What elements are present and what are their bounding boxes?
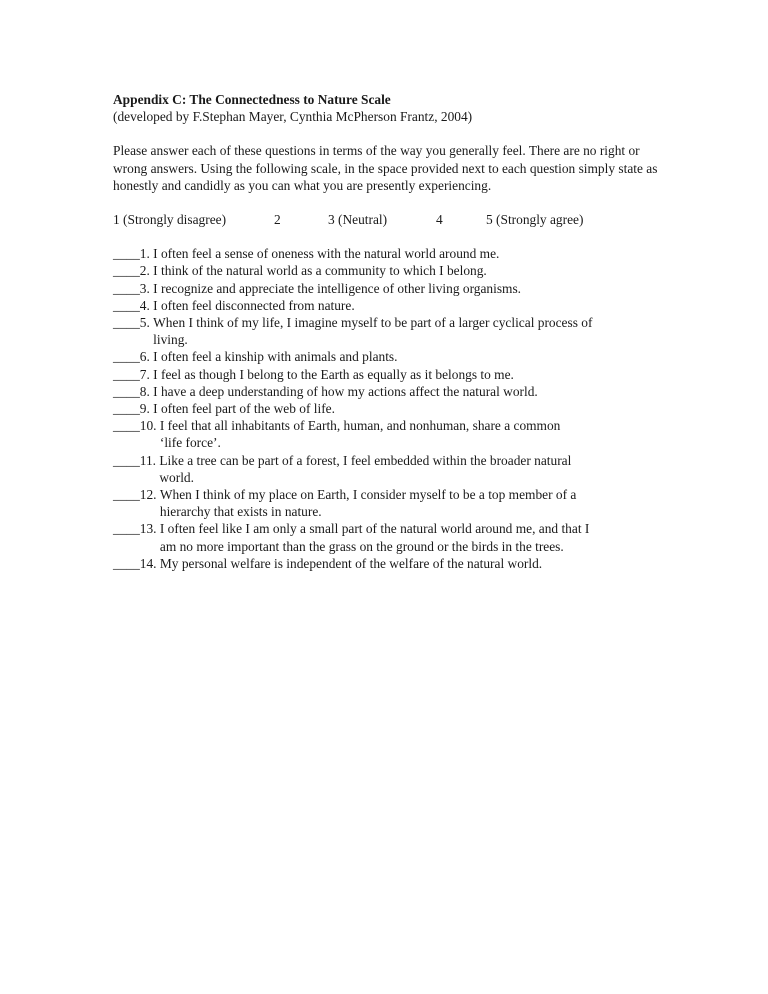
document-subtitle: (developed by F.Stephan Mayer, Cynthia McPherson Frantz, 2004) <box>113 109 473 125</box>
question-text: I often feel part of the web of life. <box>153 401 335 417</box>
question-text: I often feel disconnected from nature. <box>153 297 355 313</box>
question-number: 12. <box>139 487 160 503</box>
document-page <box>113 91 673 572</box>
question-item <box>113 245 673 262</box>
answer-blank[interactable]: ____ <box>113 383 140 399</box>
question-number: 13. <box>139 521 160 537</box>
question-number: 14. <box>139 555 160 571</box>
question-number: 8. <box>139 383 154 399</box>
answer-blank[interactable]: ____ <box>113 487 140 503</box>
question-item <box>113 348 673 365</box>
question-number: 2. <box>139 263 154 279</box>
answer-blank[interactable]: ____ <box>113 555 140 571</box>
question-item <box>113 486 673 520</box>
question-text: I have a deep understanding of how my actions affect the natural world. <box>153 383 538 399</box>
question-text: My personal welfare is independent of the welfare of the natural world. <box>159 555 543 571</box>
answer-blank[interactable]: ____ <box>113 246 140 262</box>
rating-scale <box>113 211 673 228</box>
answer-blank[interactable]: ____ <box>113 452 140 468</box>
question-text: I feel as though I belong to the Earth as equally as it belongs to me. <box>153 366 514 382</box>
question-text: When I think of my life, I imagine myself to be part of a larger cyclical process of living. <box>153 315 593 348</box>
question-number: 5. <box>139 315 154 331</box>
question-number: 1. <box>139 246 154 262</box>
question-text: I recognize and appreciate the intelligence of other living organisms. <box>153 280 522 296</box>
question-number: 3. <box>139 280 154 296</box>
scale-point-5: 5 (Strongly agree) <box>486 212 584 228</box>
question-number: 6. <box>139 349 154 365</box>
question-text: I often feel a kinship with animals and plants. <box>153 349 398 365</box>
answer-blank[interactable]: ____ <box>113 401 140 417</box>
answer-blank[interactable]: ____ <box>113 521 140 537</box>
answer-blank[interactable]: ____ <box>113 297 140 313</box>
answer-blank[interactable]: ____ <box>113 280 140 296</box>
scale-point-2: 2 <box>274 212 281 228</box>
question-number: 9. <box>139 401 154 417</box>
scale-point-3: 3 (Neutral) <box>328 212 388 228</box>
question-item <box>113 297 673 314</box>
answer-blank[interactable]: ____ <box>113 418 140 434</box>
question-text: I often feel like I am only a small part of the natural world around me, and that I am no more important than the grass on the ground or the birds in the trees. <box>159 521 590 554</box>
question-list <box>113 245 673 572</box>
question-text: Like a tree can be part of a forest, I feel embedded within the broader natural world. <box>159 452 572 485</box>
question-item <box>113 555 673 572</box>
question-item <box>113 280 673 297</box>
question-item <box>113 383 673 400</box>
instructions-paragraph: Please answer each of these questions in terms of the way you generally feel. There are no right or wrong answers. Using the following scale, in the space provided next to each question simply state as honestly and candidly as you can what you are presently experiencing. <box>113 143 658 193</box>
question-text: I often feel a sense of oneness with the natural world around me. <box>153 246 500 262</box>
question-item <box>113 452 673 486</box>
question-number: 7. <box>139 366 154 382</box>
question-text: I feel that all inhabitants of Earth, human, and nonhuman, share a common ‘life force’. <box>159 418 561 451</box>
question-number: 4. <box>139 297 154 313</box>
question-number: 11. <box>139 452 160 468</box>
question-text: When I think of my place on Earth, I consider myself to be a top member of a hierarchy that exists in nature. <box>159 487 577 520</box>
question-item <box>113 262 673 279</box>
question-number: 10. <box>139 418 160 434</box>
question-item <box>113 400 673 417</box>
question-item <box>113 417 673 451</box>
answer-blank[interactable]: ____ <box>113 349 140 365</box>
question-item <box>113 314 673 348</box>
scale-point-1: 1 (Strongly disagree) <box>113 212 227 228</box>
answer-blank[interactable]: ____ <box>113 263 140 279</box>
answer-blank[interactable]: ____ <box>113 366 140 382</box>
question-item <box>113 366 673 383</box>
answer-blank[interactable]: ____ <box>113 315 140 331</box>
question-item <box>113 520 673 554</box>
question-text: I think of the natural world as a community to which I belong. <box>153 263 487 279</box>
scale-point-4: 4 <box>436 212 443 228</box>
document-title: Appendix C: The Connectedness to Nature Scale <box>113 92 391 107</box>
